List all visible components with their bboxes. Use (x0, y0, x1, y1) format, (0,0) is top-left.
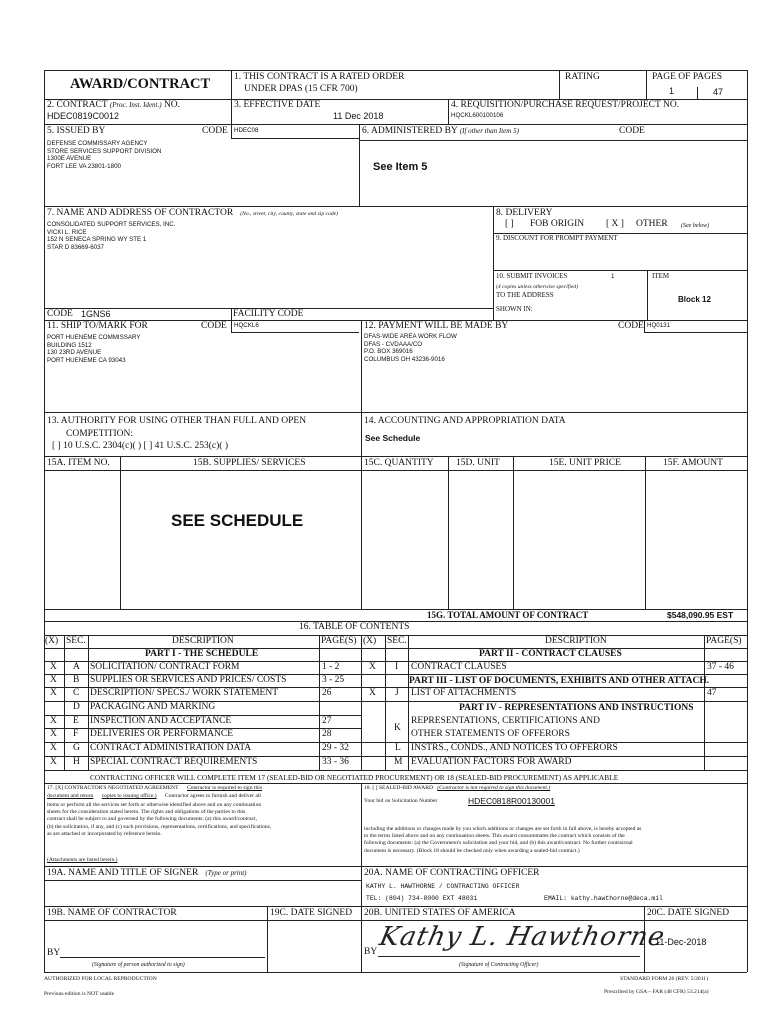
submit-invoices-label: 10. SUBMIT INVOICES (496, 272, 568, 280)
toc-sec-e: E (73, 716, 79, 726)
toc-desc-b: SUPPLIES OR SERVICES AND PRICES/ COSTS (90, 675, 287, 685)
rated-order-line2: UNDER DPAS (15 CFR 700) (244, 84, 358, 94)
contractor-code: 1GNS6 (81, 309, 111, 319)
toc-desc-h: SPECIAL CONTRACT REQUIREMENTS (90, 757, 258, 767)
toc-desc-l: INSTRS., CONDS., AND NOTICES TO OFFERORS (411, 743, 618, 753)
invoice-item-label: ITEM (652, 272, 670, 280)
toc-x-i: X (369, 662, 376, 672)
toc-pages-g: 29 - 32 (322, 743, 349, 753)
toc-desc-e: INSPECTION AND ACCEPTANCE (90, 716, 232, 726)
invoice-item-value: Block 12 (678, 295, 711, 304)
date-signed-20c-value: 11-Dec-2018 (655, 937, 707, 947)
ship-to-code: HQCKL6 (234, 322, 259, 329)
toc-desc-j: LIST OF ATTACHMENTS (411, 688, 517, 698)
toc-desc-i: CONTRACT CLAUSES (411, 662, 507, 672)
contractor-address: CONSOLIDATED SUPPORT SERVICES, INC. VICKI L. RICE 152 N SENECA SPRING WY STE 1 STAR D 83669-6037 (47, 221, 176, 251)
toc-sec-i: I (395, 662, 399, 672)
toc-x-e: X (50, 716, 57, 726)
accounting-value: See Schedule (365, 433, 421, 443)
accounting-label: 14. ACCOUNTING AND APPROPRIATION DATA (364, 416, 566, 426)
toc-head-pages-left: PAGE(S) (321, 636, 357, 646)
toc-part2: PART II - CONTRACT CLAUSES (479, 649, 622, 659)
footer-prescribed-by: Prescribed by GSA – FAR (48 CFR) 53.214(a) (604, 989, 709, 995)
toc-x-j: X (369, 688, 376, 698)
col-unit-price: 15E. UNIT PRICE (549, 458, 621, 468)
toc-sec-h: H (73, 757, 80, 767)
authority-line1: 13. AUTHORITY FOR USING OTHER THAN FULL AND OPEN (47, 416, 307, 426)
box17-text: items or perform all the services set forth or otherwise identified above and on any continuation sheets for the consideration stated herein. The rights and obligations of the parties to this contract shall be subject to and governed by the following documents: (a) this award/contract, (b) the solicitation, if any, and (c) such provisions, representations, certifications, and specifications, as are attached or incorporated by reference herein. (47, 802, 272, 837)
col-amount: 15F. AMOUNT (663, 458, 723, 468)
date-signed-20c-label: 20C. DATE SIGNED (647, 908, 730, 918)
administered-by-label: 6. ADMINISTERED BY (If other than Item 5) (362, 126, 519, 136)
usa-label: 20B. UNITED STATES OF AMERICA (364, 908, 516, 918)
toc-pages-a: 1 - 2 (322, 662, 340, 672)
toc-sec-j: J (395, 688, 399, 698)
payment-code-label: CODE (618, 321, 644, 331)
other-label: OTHER (636, 219, 668, 229)
toc-head-sec-right: SEC. (387, 636, 407, 646)
facility-code-label: FACILITY CODE (233, 309, 304, 319)
toc-pages-h: 33 - 36 (322, 757, 349, 767)
toc-x-h: X (50, 757, 57, 767)
footer-previous-edition: Previous edition is NOT usable (44, 991, 115, 997)
invoice-copies-note: (4 copies unless otherwise specified) (496, 284, 579, 290)
toc-sec-g: G (73, 743, 80, 753)
other-note: (See below) (681, 223, 710, 229)
toc-x-f: X (50, 729, 57, 739)
ship-to-label: 11. SHIP TO/MARK FOR (47, 321, 148, 331)
toc-x-c: X (50, 688, 57, 698)
rated-order-line1: 1. THIS CONTRACT IS A RATED ORDER (234, 72, 405, 82)
toc-sec-a: A (73, 662, 80, 672)
effective-date-label: 3. EFFECTIVE DATE (234, 100, 321, 110)
requisition-value: HQCKL600100106 (451, 112, 504, 119)
form-title: AWARD/CONTRACT (70, 76, 211, 92)
contracting-officer-label: 20A. NAME OF CONTRACTING OFFICER (364, 868, 540, 878)
payment-label: 12. PAYMENT WILL BE MADE BY (364, 321, 509, 331)
box17-line2: document and return copies to issuing office.) Contractor agrees to furnish and deliver all (47, 793, 261, 799)
page-number: 1 (669, 86, 675, 96)
total-amount-value: $548,090.95 EST (667, 610, 734, 620)
contract-no-value: HDEC0819C0012 (47, 111, 120, 121)
col-supplies: 15B. SUPPLIES/ SERVICES (193, 458, 306, 468)
see-schedule: SEE SCHEDULE (171, 511, 304, 530)
fob-origin-label: FOB ORIGIN (530, 219, 585, 229)
toc-title: 16. TABLE OF CONTENTS (299, 622, 410, 632)
contracting-officer-name: KATHY L. HAWTHORNE / CONTRACTING OFFICER (366, 883, 520, 890)
total-pages: 47 (713, 87, 724, 97)
col-unit: 15D. UNIT (456, 458, 500, 468)
toc-head-desc-left: DESCRIPTION (172, 636, 234, 646)
toc-head-x-right: (X) (363, 636, 377, 646)
col-quantity: 15C. QUANTITY (364, 458, 434, 468)
toc-sec-b: B (73, 675, 80, 685)
invoice-to-address: TO THE ADDRESS (496, 291, 554, 299)
footer-local-reproduction: AUTHORIZED FOR LOCAL REPRODUCTION (44, 976, 157, 982)
contracting-officer-email: EMAIL: kathy.hawthorne@deca.mil (544, 895, 663, 902)
rating-label: RATING (565, 72, 600, 82)
ship-to-code-label: CODE (201, 321, 227, 331)
toc-desc-k2: OTHER STATEMENTS OF OFFERORS (411, 729, 570, 739)
officer-by-label: BY (364, 947, 378, 957)
date-signed-19c-label: 19C. DATE SIGNED (270, 908, 353, 918)
toc-head-sec-left: SEC. (66, 636, 86, 646)
officer-signature: Kathy L. Hawthorne (376, 922, 668, 952)
officer-signature-note: (Signature of Contracting Officer) (459, 962, 539, 968)
toc-head-pages-right: PAGE(S) (706, 636, 742, 646)
toc-desc-g: CONTRACT ADMINISTRATION DATA (90, 743, 252, 753)
toc-pages-c: 26 (322, 688, 332, 698)
toc-part4: PART IV - REPRESENTATIONS AND INSTRUCTIONS (459, 703, 694, 713)
issued-by-code-label: CODE (202, 126, 228, 136)
contractor-name-label: 19B. NAME OF CONTRACTOR (47, 908, 177, 918)
contract-no-label: 2. CONTRACT (Proc. Inst. Ident.) NO. (47, 100, 181, 110)
box18-solicitation-value: HDEC0818R00130001 (468, 796, 555, 806)
toc-pages-f: 28 (322, 729, 332, 739)
footer-standard-form: STANDARD FORM 26 (REV. 5/2011) (620, 976, 708, 982)
toc-pages-b: 3 - 25 (322, 675, 345, 685)
ship-to-address: PORT HUENEME COMMISSARY BUILDING 1512 130 23RD AVENUE PORT HUENEME CA 93043 (47, 334, 141, 364)
contractor-signature-note: (Signature of person authorized to sign) (92, 962, 185, 968)
toc-head-desc-right: DESCRIPTION (545, 636, 607, 646)
toc-sec-k: K (394, 723, 401, 733)
toc-x-a: X (50, 662, 57, 672)
contracting-officer-note: CONTRACTING OFFICER WILL COMPLETE ITEM 17 (SEALED-BID OR NEGOTIATED PROCUREMENT) OR 18 (SEALED-BID PROCUREMENT) AS APPLICABLE (90, 773, 619, 782)
contractor-label: 7. NAME AND ADDRESS OF CONTRACTOR (No., street, city, county, state and zip code) (47, 208, 338, 218)
toc-sec-m: M (394, 757, 403, 767)
other-checkbox[interactable]: [ X ] (606, 219, 624, 229)
invoice-shown-in: SHOWN IN: (496, 305, 533, 313)
delivery-label: 8. DELIVERY (496, 208, 553, 218)
invoice-copies: 1 (611, 273, 615, 280)
box18-heading: 18. [ ] SEALED-BID AWARD (Contractor is not required to sign this document.) (364, 785, 551, 791)
contracting-officer-tel: TEL: (804) 734-8000 EXT 48031 (366, 895, 478, 902)
box17-heading: 17. [X] CONTRACTOR'S NEGOTIATED AGREEMENT Contractor is required to sign this (47, 785, 263, 791)
toc-head-x-left: (X) (45, 636, 59, 646)
toc-x-g: X (50, 743, 57, 753)
toc-sec-d: D (73, 702, 80, 712)
toc-x-b: X (50, 675, 57, 685)
effective-date-value: 11 Dec 2018 (333, 111, 384, 121)
issued-by-code: HDEC08 (234, 127, 259, 134)
issued-by-label: 5. ISSUED BY (47, 126, 106, 136)
page-of-pages-label: PAGE OF PAGES (652, 72, 723, 82)
authority-line3[interactable]: [ ] 10 U.S.C. 2304(c)( ) [ ] 41 U.S.C. 253(c)( ) (52, 441, 228, 451)
toc-pages-e: 27 (322, 716, 332, 726)
toc-sec-c: C (73, 688, 80, 698)
payment-code: HQ0131 (647, 322, 671, 329)
toc-desc-c: DESCRIPTION/ SPECS./ WORK STATEMENT (90, 688, 279, 698)
signer-name-label: 19A. NAME AND TITLE OF SIGNER (Type or print) (47, 868, 247, 878)
toc-desc-m: EVALUATION FACTORS FOR AWARD (411, 757, 572, 767)
total-amount-label: 15G. TOTAL AMOUNT OF CONTRACT (427, 610, 589, 620)
administered-by-value: See Item 5 (373, 161, 428, 173)
col-item-no: 15A. ITEM NO. (47, 458, 110, 468)
toc-sec-l: L (395, 743, 401, 753)
toc-desc-d: PACKAGING AND MARKING (90, 702, 216, 712)
toc-desc-k1: REPRESENTATIONS, CERTIFICATIONS AND (411, 716, 600, 726)
toc-pages-i: 37 - 46 (707, 662, 734, 672)
box18-text: including the additions or changes made by you which additions or changes are set forth in full above, is hereby accepted as to the terms listed above and on any continuation sheets. This award consummates the contract which consists of the following documents: (a) the Government's solicitation and your bid, and (b) this award/contract. No further contractual document is necessary. (Block 18 should be checked only when awarding a sealed-bid contract.) (364, 826, 642, 854)
contractor-code-label: CODE (47, 309, 73, 319)
toc-desc-f: DELIVERIES OR PERFORMANCE (90, 729, 234, 739)
toc-part1: PART I - THE SCHEDULE (145, 649, 259, 659)
fob-origin-checkbox[interactable]: [ ] (505, 219, 514, 229)
requisition-label: 4. REQUISITION/PURCHASE REQUEST/PROJECT NO. (451, 100, 680, 110)
toc-sec-f: F (73, 729, 79, 739)
authority-line2: COMPETITION: (66, 429, 134, 439)
discount-label: 9. DISCOUNT FOR PROMPT PAYMENT (496, 234, 618, 242)
toc-part3: PART III - LIST OF DOCUMENTS, EXHIBITS AND OTHER ATTACH. (409, 676, 710, 686)
administered-by-code-label: CODE (619, 126, 645, 136)
toc-desc-a: SOLICITATION/ CONTRACT FORM (90, 662, 240, 672)
toc-pages-j: 47 (707, 688, 717, 698)
contractor-by-label: BY (47, 948, 61, 958)
box18-solicitation-label: Your bid on Solicitation Number (364, 798, 438, 804)
box17-attachments: (Attachments are listed herein.) (47, 857, 118, 863)
payment-address: DFAS-WIDE AREA WORK FLOW DFAS - CVDAAA/CO P.O. BOX 369016 COLUMBUS OH 43236-9016 (364, 333, 457, 363)
issued-by-address: DEFENSE COMMISSARY AGENCY STORE SERVICES SUPPORT DIVISION 1300E AVENUE FORT LEE VA 23801-1800 (47, 140, 162, 170)
